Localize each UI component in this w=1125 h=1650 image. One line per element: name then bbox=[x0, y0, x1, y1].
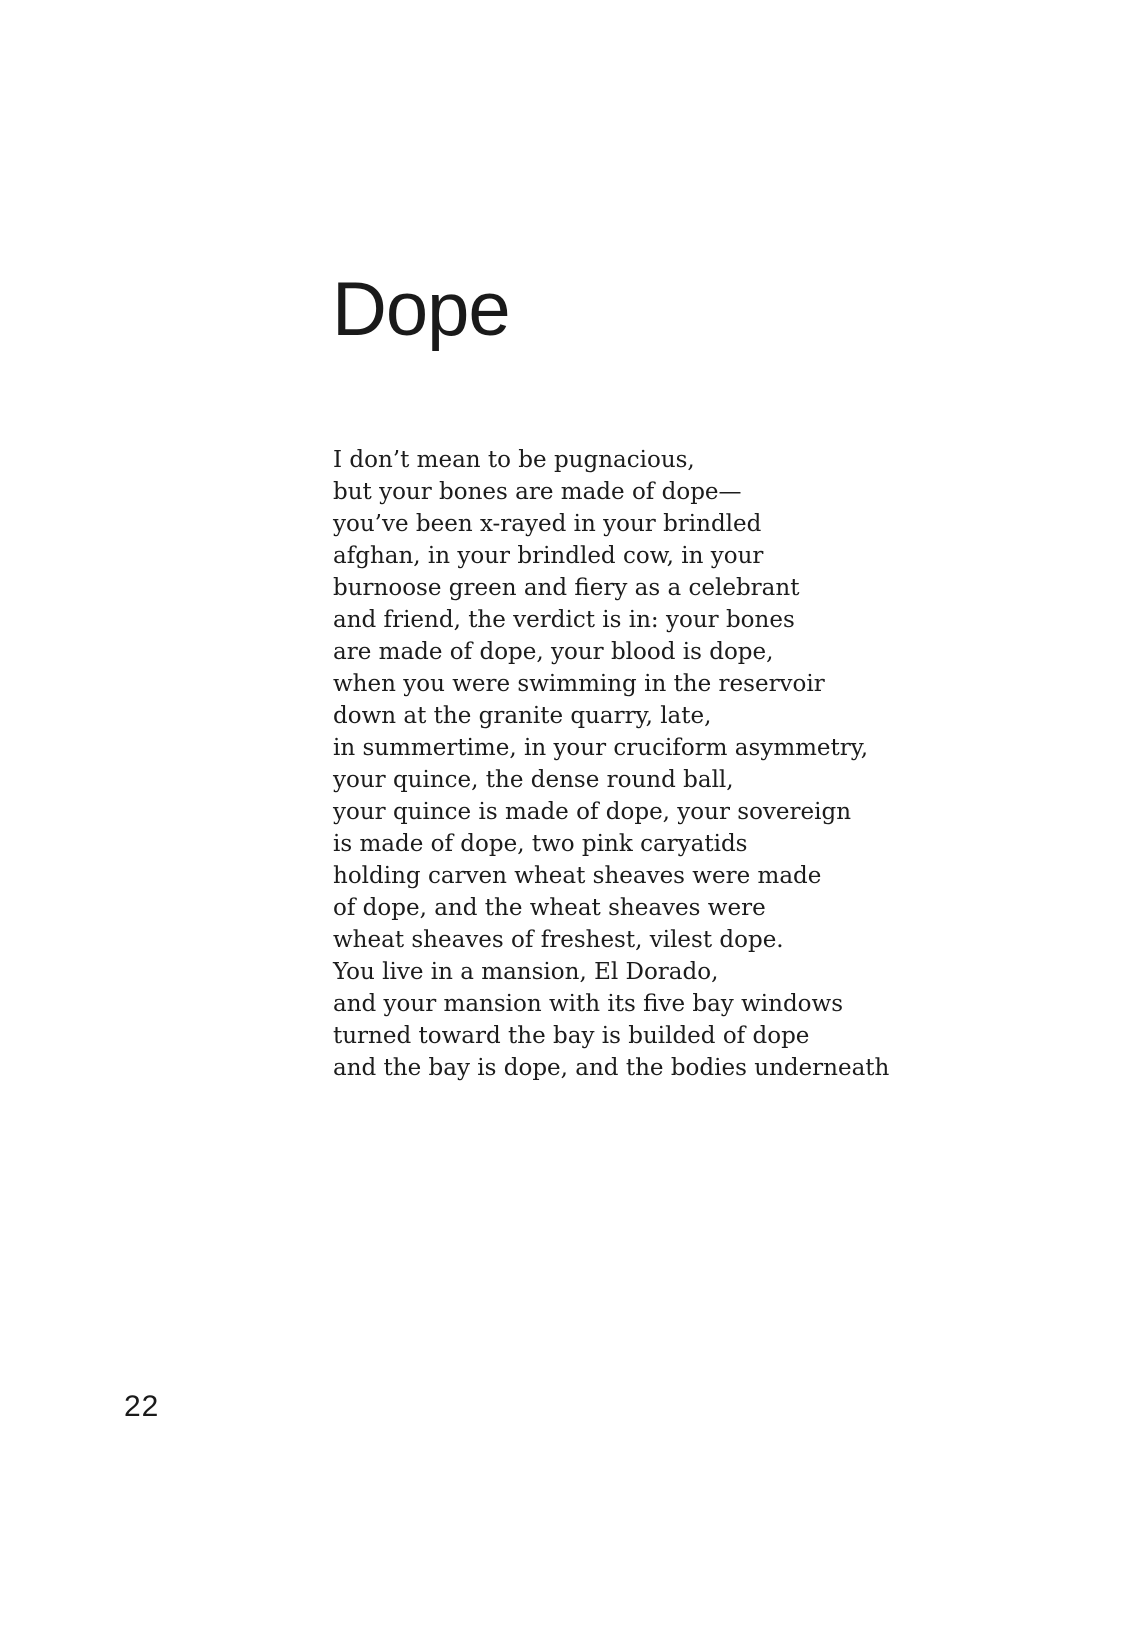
poem-line: wheat sheaves of freshest, vilest dope. bbox=[333, 927, 784, 953]
poem-line: and the bay is dope, and the bodies underneath bbox=[333, 1055, 890, 1081]
poem-line: your quince is made of dope, your sovereign bbox=[333, 799, 852, 825]
poem-line: when you were swimming in the reservoir bbox=[333, 671, 825, 697]
poem-line: You live in a mansion, El Dorado, bbox=[333, 959, 719, 985]
poem-line: holding carven wheat sheaves were made bbox=[333, 863, 822, 889]
poem-line: burnoose green and fiery as a celebrant bbox=[333, 575, 800, 601]
poem-line: down at the granite quarry, late, bbox=[333, 703, 712, 729]
poem-body bbox=[333, 448, 889, 1090]
poem-line: is made of dope, two pink caryatids bbox=[333, 831, 748, 857]
poem-line: turned toward the bay is builded of dope bbox=[333, 1023, 810, 1049]
poem-title: Dope bbox=[332, 267, 510, 352]
poem-line: of dope, and the wheat sheaves were bbox=[333, 895, 766, 921]
poem-line: in summertime, in your cruciform asymmetry, bbox=[333, 735, 869, 761]
poem-line: are made of dope, your blood is dope, bbox=[333, 639, 774, 665]
poem-line: your quince, the dense round ball, bbox=[333, 767, 734, 793]
poem-line: I don’t mean to be pugnacious, bbox=[333, 447, 695, 473]
poem-line: afghan, in your brindled cow, in your bbox=[333, 543, 764, 569]
poem-line: you’ve been x-rayed in your brindled bbox=[333, 511, 762, 537]
poem-line: but your bones are made of dope— bbox=[333, 479, 742, 505]
poem-line: and your mansion with its five bay windows bbox=[333, 991, 844, 1017]
poem-line: and friend, the verdict is in: your bones bbox=[333, 607, 795, 633]
page-number: 22 bbox=[124, 1390, 160, 1423]
